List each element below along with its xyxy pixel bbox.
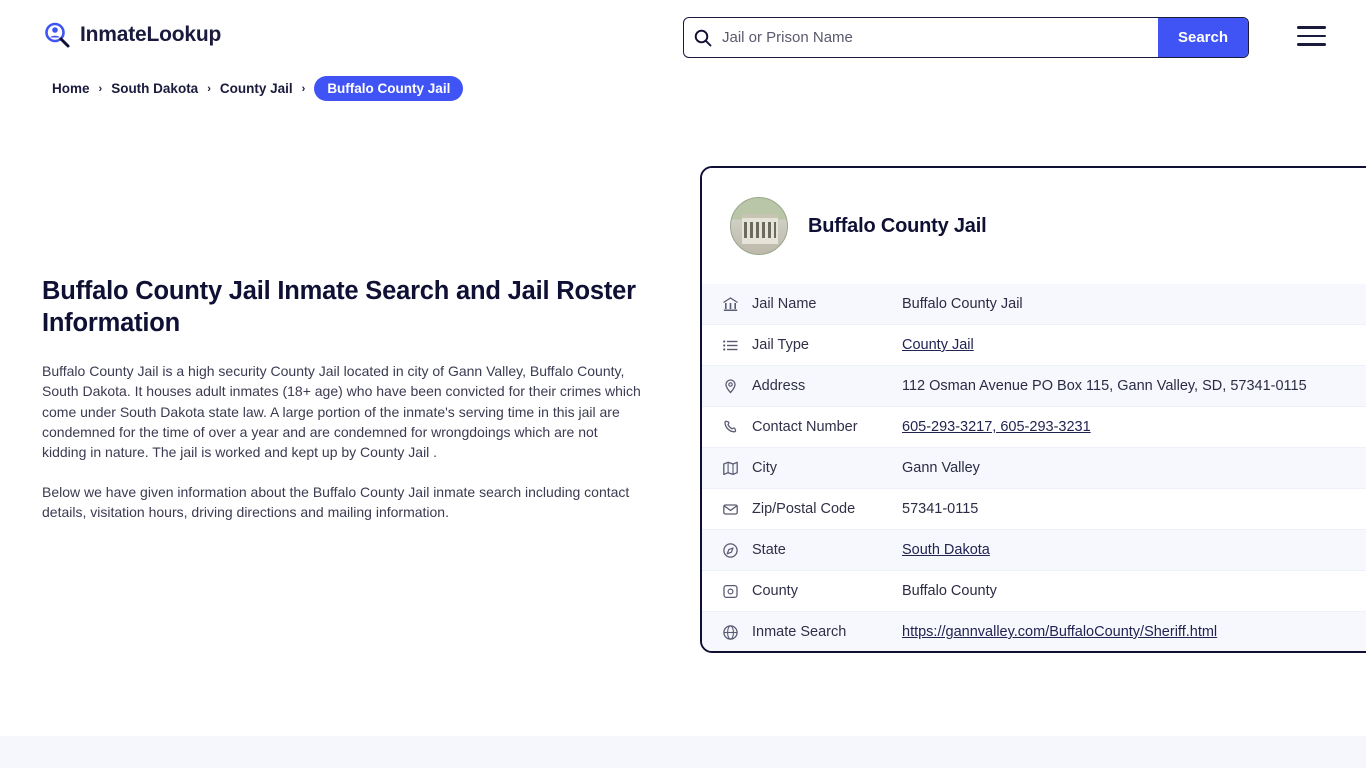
page-title: Buffalo County Jail Inmate Search and Jail Roster Information — [42, 277, 636, 338]
table-row — [702, 612, 1366, 653]
table-row — [702, 489, 1366, 530]
hamburger-line — [1297, 26, 1326, 29]
breadcrumb-current: Buffalo County Jail — [314, 76, 463, 101]
compass-icon — [722, 542, 752, 559]
phone-icon — [722, 419, 752, 436]
row-label-city: City — [752, 460, 777, 476]
badge-icon — [722, 583, 752, 600]
list-icon — [722, 337, 752, 354]
magnifier-person-icon — [42, 20, 72, 50]
chevron-right-icon: › — [301, 82, 306, 95]
table-row — [702, 407, 1366, 448]
logo-text — [80, 23, 221, 47]
breadcrumb-item-south-dakota[interactable]: South Dakota — [111, 81, 199, 96]
row-value-jail-type-link[interactable]: County Jail — [902, 337, 974, 353]
logo-text-primary: Inmate — [80, 23, 147, 46]
search-button[interactable]: Search — [1158, 18, 1248, 57]
hamburger-line — [1297, 43, 1326, 46]
map-icon — [722, 460, 752, 477]
courthouse-photo — [730, 197, 788, 255]
table-row — [702, 571, 1366, 612]
description-paragraph-2: Below we have given information about the Buffalo County Jail inmate search including contact details, visitation hours, driving directions and mailing information. — [42, 484, 630, 521]
globe-icon — [722, 624, 752, 641]
row-value-inmate-search-link[interactable]: https://gannvalley.com/BuffaloCounty/Sheriff.html — [902, 624, 1218, 640]
bank-icon — [722, 296, 752, 313]
row-label-county: County — [752, 583, 798, 599]
breadcrumb — [52, 76, 463, 101]
main-content — [42, 275, 642, 522]
envelope-icon — [722, 501, 752, 518]
table-row — [702, 325, 1366, 366]
description-paragraph-1: Buffalo County Jail is a high security County Jail located in city of Gann Valley, Buffalo County, South Dakota. It houses adult inmates (18+ age) who have been convicted for their crimes which come under South Dakota state law. A large portion of the inmate's serving time in this jail are condemned for the time of over a year and are condemned for wrongdoings which are not kidding in nature. The jail is worked and kept up by County Jail . — [42, 363, 641, 460]
chevron-right-icon: › — [98, 82, 103, 95]
breadcrumb-item-county-jail[interactable]: County Jail — [219, 81, 293, 96]
search-input[interactable] — [722, 18, 1158, 57]
site-logo[interactable] — [42, 20, 221, 50]
table-row — [702, 448, 1366, 489]
table-row — [702, 366, 1366, 407]
row-label-contact-number: Contact Number — [752, 419, 858, 435]
table-row — [702, 284, 1366, 325]
hamburger-menu-icon[interactable] — [1297, 26, 1327, 46]
row-label-address: Address — [752, 378, 806, 394]
row-value-city: Gann Valley — [902, 460, 980, 476]
search-bar[interactable] — [683, 17, 1249, 58]
map-pin-icon — [722, 378, 752, 395]
jail-card-title: Buffalo County Jail — [808, 214, 987, 237]
row-value-address: 112 Osman Avenue PO Box 115, Gann Valley, SD, 57341-0115 — [902, 378, 1307, 394]
courthouse-columns-shape — [744, 222, 776, 238]
search-icon — [684, 18, 722, 57]
row-label-state: State — [752, 542, 786, 558]
row-value-county: Buffalo County — [902, 583, 997, 599]
row-value-state-link[interactable]: South Dakota — [902, 542, 990, 558]
table-row — [702, 530, 1366, 571]
row-value-contact-number-link[interactable]: 605-293-3217, 605-293-3231 — [902, 419, 1091, 435]
row-label-inmate-search: Inmate Search — [752, 624, 847, 640]
breadcrumb-item-home[interactable]: Home — [52, 81, 90, 96]
page-bottom-strip — [0, 736, 1366, 768]
logo-text-secondary: Lookup — [146, 23, 222, 46]
row-value-jail-name: Buffalo County Jail — [902, 296, 1023, 312]
row-label-jail-name: Jail Name — [752, 296, 817, 312]
row-value-zip-code: 57341-0115 — [902, 501, 979, 517]
site-header — [0, 0, 1366, 72]
jail-info-card — [700, 166, 1366, 653]
row-label-jail-type: Jail Type — [752, 337, 809, 353]
hamburger-line — [1297, 35, 1326, 38]
jail-card-header — [702, 168, 1366, 284]
row-label-zip-code: Zip/Postal Code — [752, 501, 856, 517]
chevron-right-icon: › — [207, 82, 211, 95]
